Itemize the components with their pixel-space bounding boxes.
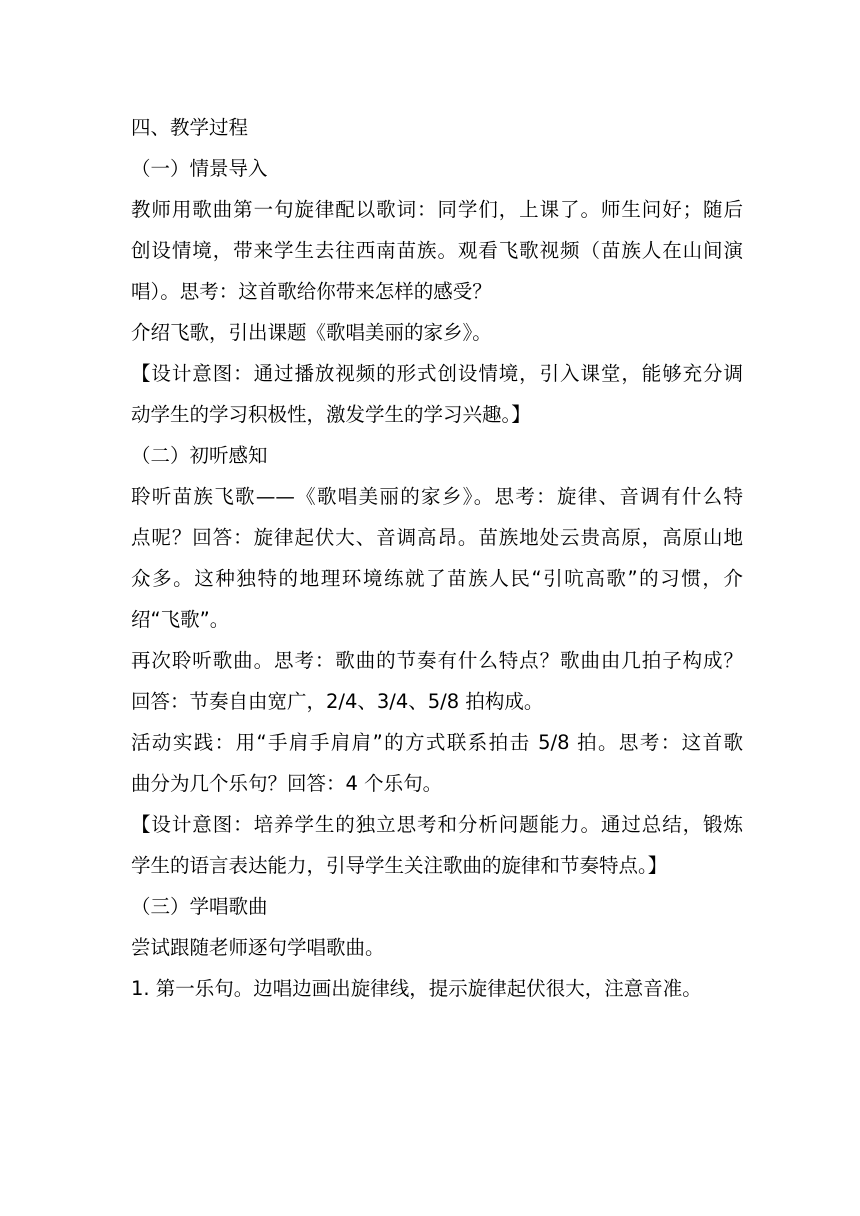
design-intent-2 [131, 809, 743, 882]
text-line: 【设计意图：通过播放视频的形式创设情境，引入课堂，能够充分调 [131, 362, 743, 385]
paragraph-intro [131, 194, 743, 308]
text-line: 教师用歌曲第一句旋律配以歌词：同学们，上课了。师生问好；随后 [131, 198, 743, 221]
text-line: 聆听苗族飞歌——《歌唱美丽的家乡》。思考：旋律、音调有什么特 [131, 485, 743, 508]
paragraph-topic: 介绍飞歌，引出课题《歌唱美丽的家乡》。 [131, 321, 492, 344]
subsection-title-3: （三）学唱歌曲 [131, 895, 268, 918]
paragraph-listening [131, 481, 743, 636]
subsection-title-2: （二）初听感知 [131, 444, 268, 467]
paragraph-activity [131, 727, 743, 800]
text-line: 学生的语言表达能力，引导学生关注歌曲的旋律和节奏特点。】 [131, 854, 668, 877]
text-line: 曲分为几个乐句？回答：4 个乐句。 [131, 772, 443, 795]
paragraph-phrase-1: 1. 第一乐句。边唱边画出旋律线，提示旋律起伏很大，注意音准。 [131, 977, 702, 1000]
design-intent-1 [131, 358, 743, 431]
text-line: 绍“飞歌”。 [131, 608, 230, 631]
text-line: 【设计意图：培养学生的独立思考和分析问题能力。通过总结，锻炼 [131, 813, 743, 836]
text-line: 唱）。思考：这首歌给你带来怎样的感受？ [131, 280, 492, 303]
text-line: 动学生的学习积极性，激发学生的学习兴趣。】 [131, 403, 531, 426]
text-line: 回答：节奏自由宽广，2/4、3/4、5/8 拍构成。 [131, 690, 544, 713]
paragraph-rhythm [131, 645, 743, 718]
text-line: 再次聆听歌曲。思考：歌曲的节奏有什么特点？歌曲由几拍子构成？ [131, 649, 743, 672]
document-body [131, 112, 743, 1005]
subsection-title-1: （一）情景导入 [131, 157, 268, 180]
paragraph-learn: 尝试跟随老师逐句学唱歌曲。 [131, 936, 385, 959]
text-line: 众多。这种独特的地理环境练就了苗族人民“引吭高歌”的习惯，介 [131, 567, 743, 590]
text-line: 活动实践：用“手肩手肩肩”的方式联系拍击 5/8 拍。思考：这首歌 [131, 731, 743, 754]
text-line: 创设情境，带来学生去往西南苗族。观看飞歌视频（苗族人在山间演 [131, 239, 743, 262]
section-heading: 四、教学过程 [131, 116, 249, 139]
text-line: 点呢？回答：旋律起伏大、音调高昂。苗族地处云贵高原，高原山地 [131, 526, 743, 549]
